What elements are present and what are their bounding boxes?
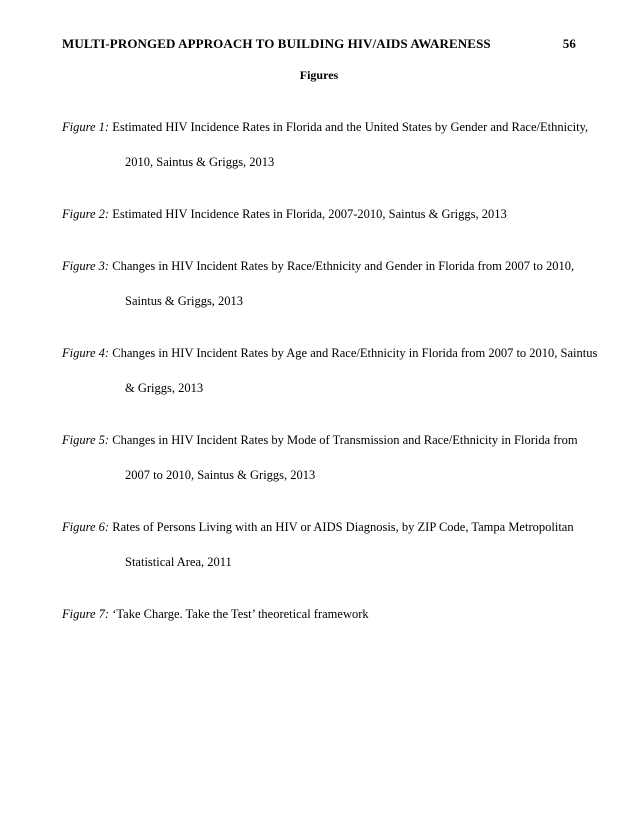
figure-entry: [62, 423, 598, 493]
figure-caption: Estimated HIV Incidence Rates in Florida, 2007-2010, Saintus & Griggs, 2013: [112, 207, 507, 221]
page-number: 56: [562, 36, 576, 51]
figure-label: Figure 6:: [62, 520, 110, 534]
figure-label: Figure 4:: [62, 346, 110, 360]
figure-caption: Changes in HIV Incident Rates by Mode of Transmission and Race/Ethnicity in Florida from 2007 to 2010, Saintus & Griggs, 2013: [112, 433, 578, 482]
figure-list: [62, 110, 598, 649]
figure-entry: [62, 249, 598, 319]
figure-caption: Changes in HIV Incident Rates by Race/Ethnicity and Gender in Florida from 2007 to 2010, Saintus & Griggs, 2013: [112, 259, 575, 308]
figure-label: Figure 1:: [62, 120, 110, 134]
section-title: Figures: [299, 68, 339, 82]
figure-caption: Changes in HIV Incident Rates by Age and Race/Ethnicity in Florida from 2007 to 2010, Saintus & Griggs, 2013: [112, 346, 598, 395]
figure-entry: [62, 510, 598, 580]
figure-caption: Rates of Persons Living with an HIV or AIDS Diagnosis, by ZIP Code, Tampa Metropolitan Statistical Area, 2011: [112, 520, 574, 569]
figure-label: Figure 5:: [62, 433, 110, 447]
figure-label: Figure 7:: [62, 607, 110, 621]
running-head: [62, 36, 576, 52]
figure-caption: Estimated HIV Incidence Rates in Florida and the United States by Gender and Race/Ethnicity, 2010, Saintus & Griggs, 2013: [112, 120, 589, 169]
figure-entry: [62, 110, 598, 180]
figure-entry: [62, 597, 598, 632]
figure-label: Figure 3:: [62, 259, 110, 273]
figure-caption: ‘Take Charge. Take the Test’ theoretical framework: [112, 607, 369, 621]
figure-label: Figure 2:: [62, 207, 110, 221]
figure-entry: [62, 197, 598, 232]
running-head-title: MULTI-PRONGED APPROACH TO BUILDING HIV/AIDS AWARENESS: [62, 36, 491, 51]
figure-entry: [62, 336, 598, 406]
